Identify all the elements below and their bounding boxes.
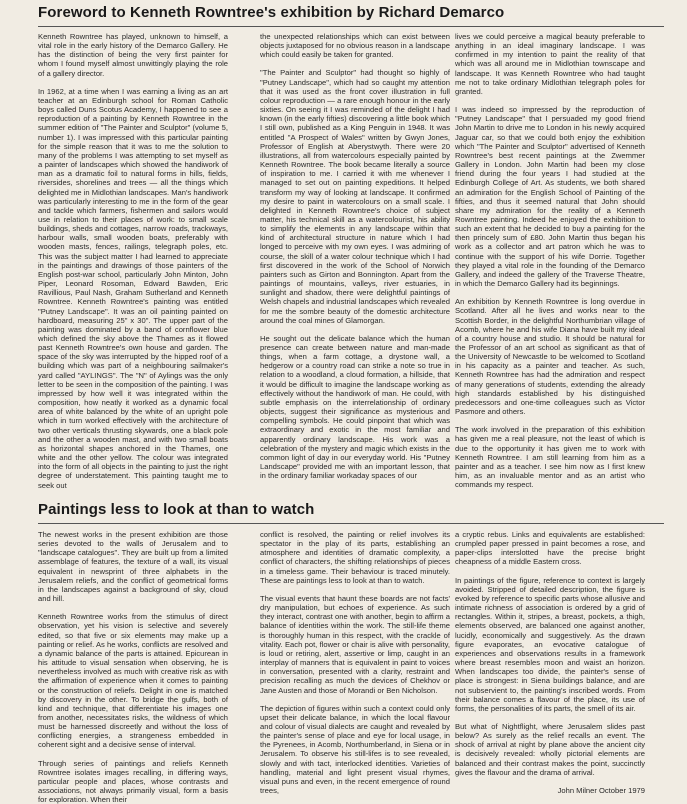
paragraph: Kenneth Rowntree has played, unknown to himself, a vital role in the early history of the Demarco Gallery. He has the distinction of being the very first painter for whom I found myself almost unwittingly playing the role of a gallery director. [38,32,228,78]
paragraph: Kenneth Rowntree works from the stimulus of direct observation, yet his vision is selective and severely edited, so that five or six elements may make up a painting or relief. As he works, conflicts are resolved and a dynamic balance of the parts is attained. Epicurean in his attitude to visual sensation when observing, he is nevertheless involved as much with creative risk as with the affirmation of experience when it comes to painting or the construction of reliefs. Delight in one is matched by discovery in the other. To bridge the gulfs, both of kind and technique, that differentiate his images one from another, necessitates risks, the wildness of which must be harnessed discreetly and without the loss of conflicting energies, a strangeness embedded in coherent sight and a decisive sense of interval. [38,612,228,750]
foreword-column-2 [260,32,450,492]
essay-column-1 [38,530,228,804]
paragraph: In paintings of the figure, reference to context is largely avoided. Stripped of detailed description, the figure is evoked by reference to specific parts whose allusive and intimate richness of association is ordered by a grid of rectangles. Within it, stripes, a breast, pockets, a thigh, elements observed, are balanced one against another, lucidly, economically and suggestively. As the drawn figure evaporates, an evocative catalogue of experiences and observations results in a framework where breast resembles moon and waist an horizon. When landscapes too divide, the painter's sense of place is strongest: in Siena buildings balance, and are not subservient to, the painting's inscribed words. From their balance comes a flavour of the place, its use of forms, the personalities of its parts, the smell of its air. [455,575,645,713]
paragraph: I was indeed so impressed by the reproduction of "Putney Landscape" that I persuaded my good friend John Martin to drive me to London in his newly acquired Jaguar car, so that we could both enjoy the exhibition which "The Painter and Sculptor" advertised of Kenneth Rowntree's best recent paintings at the Zwemmer Gallery in London. John Martin had been my close friend during the four years I had studied at the Edinburgh College of Art. As students, we both shared an admiration for the English School of Painting of the fifties, and thus it seemed natural that John should share my admiration for the reality of a Kenneth Rowntree painting. Indeed he enjoyed the exhibition to such an extent that he decided to buy a painting for the then princely sum of £80. John Martin thus began his work as a collector and art patron which he was to continue with the support of his wife Dorrie. Together they played a vital role in the founding of the Demarco Gallery, and indeed the gallery of the Traverse Theatre, in which the Demarco Gallery had its beginnings. [455,105,645,289]
paragraph: The newest works in the present exhibition are those series devoted to the walls of Jerusalem and to "landscape catalogues". They are built up from a limited assemblage of features, the texture of a wall, its visual equivalent in newsprint of three alphabets in the Jerusalem reliefs, and the conflict of geometrical forms in the landscapes against a background of sky, cloud and hill. [38,530,228,604]
paragraph: a cryptic rebus. Links and equivalents are established: crumpled paper pressed in paint becomes a rose, and paper-clips interslotted have the precise bright cheapness of a middle Eastern cross. [455,530,645,567]
title-rule [38,523,664,524]
title-rule [38,26,664,27]
foreword-column-3 [455,32,645,492]
essay-column-3 [455,530,645,795]
foreword-column-1 [38,32,228,492]
paragraph: The depiction of figures within such a context could only upset their delicate balance, in which the local flavour and colour of visual dialects are caught and revealed by the painter's sense of place and eye for local usage, in the Pyrenees, in Acomb, Northumberland, in Siena or in Jerusalem. To observe his still-lifes is to see revealed, slowly and with tact, interlocked identities. Varieties of handling, material and light present visual rhymes, visual puns and even, in the recent emergence of round trees, [260,703,450,796]
paragraph: But what of Nightflight, where Jerusalem slides past below? As surely as the relief recalls an event. The shock of arrival at night by plane above the ancient city is decisively revealed: wholly pictorial elements are balanced and their contrast makes the point, succinctly gives the flavour and the drama of arrival. [455,721,645,777]
paragraph: In 1962, at a time when I was earning a living as an art teacher at an Edinburgh school for Roman Catholic boys called Duns Scotus Academy, I happened to see a reproduction of a painting by Kenneth Rowntree in the summer edition of "The Painter and Sculptor" (volume 5, number 1). I was impressed with this particular painting for the simple reason that it was to me the solution to many of the problems I was attempting to set myself as a painter of landscapes which showed the handiwork of man as a dramatic foil to natural forms in hills, fields, riversides, shorelines and trees — all the things which delighted me in Midlothian landscapes. Man's handiwork was particularly interesting to me in the form of the gear and tackle which farmers, fishermen and sailors would use in relation to their places of work: to small scale buildings, sheds and cottages, narrow roads, trackways, harbour walls, small wooden boats, preferably with wooden masts, fences, railings, telegraph poles, etc. This was the subject matter I had learned to appreciate in the paintings and drawings of those painters of the English post-war school, particularly John Minton, John Piper, Leonard Rosoman, Edward Bawden, Eric Ravillious, Paul Nash, Graham Sutherland and Kenneth Rowntree. Kenneth Rowntree's painting was entitled "Putney Landscape". It was an oil painting painted on hardboard, measuring 25" x 30". The upper part of the painting was dominated by a band of cornflower blue which defined the sky above the Thames as it flowed past Kenneth Rowntree's own house and garden. The space of the sky was interrupted by the hipped roof of a building which was part of a neighbouring sailmaker's yard called "AYLINGS". The "N" of Aylings was the only letter to be seen in the composition of the painting. I was impressed by how well it was integrated within the composition, how neatly it worked as a dynamic focal area of white balanced by the white of an upright pole which in turn worked effectively with the architecture of two other verticals thrusting skywards, one a black pole and the other a wooden mast, and with two small boats as horizontal shapes anchored in the Thames, one white and the other yellow. The colour was integrated into the form of all objects in the painting to just the right degree of understatement. This painting taught me to seek out [38,86,228,490]
paragraph: Through series of paintings and reliefs Kenneth Rowntree isolates images recalling, in differing ways, particular people and places, whose contrasts and associations, not always primarily visual, form a basis for exploration. When their [38,758,228,804]
paragraph: lives we could perceive a magical beauty preferable to anything in an ideal imaginary landscape. I was confirmed in my intention to paint the reality of that which was all around me in Midlothian townscape and landscape. It was Kenneth Rowntree who had taught me not to take ordinary Midlothian telegraph poles for granted. [455,32,645,96]
paragraph: conflict is resolved, the painting or relief involves its spectator in the play of its parts, establishing an atmosphere and identities of dramatic complexity, a conflict of characters, the shifting relationships of pieces in a timeless game. Their behaviour is traced minutely. These are paintings less to look at than to watch. [260,530,450,585]
article-title-foreword: Foreword to Kenneth Rowntree's exhibition by Richard Demarco [38,4,505,21]
paragraph: "The Painter and Sculptor" had thought so highly of "Putney Landscape", which had so caught my attention that it was used as the front cover illustration in full colour reproduction — a rare enough honour in the early sixties. On seeing it I was reminded of the delight I had known (in the early fifties) discovering a little book which I still own, published as a King Penguin in 1948. It was entitled "A Prospect of Wales" written by Gwyn Jones, Professor of English at Aberystwyth. There were 20 illustrations, all from watercolours especially painted by Kenneth Rowntree. The book became literally a source of inspiration to me. I carried it with me whenever I managed to set out on painting expeditions. It helped transform my way of looking at landscape. It confirmed my desire to paint in watercolours on a small scale. I delighted in Kenneth Rowntree's choice of subject matter, his technical skill as a watercolourist, his ability to simplify the elements in any landscape within that kind of architectural structure in nature which I had longed to perceive with my own eyes. I was admiring of course, the skill of a water colour technique which I had first discovered in the work of the School of Norwich painters such as Girton and Bonnington. Apart from the paintings of mountains, valleys, river estuaries, in sunlight and shadow, there were delightful paintings of Welsh chapels and industrial landscapes which revealed for me the sombre beauty of the domestic architecture around the coal mines of Glamorgan. [260,68,450,325]
article-title-paintings: Paintings less to look at than to watch [38,501,315,518]
paragraph: the unexpected relationships which can exist between objects juxtaposed for no obvious reason in a landscape which could easily be taken for granted. [260,32,450,60]
paragraph: He sought out the delicate balance which the human presence can create between nature and man-made things, when a farm cottage, a drystone wall, a hedgerow or a country road can strike a note so true in relation to a woodland, a cloud formation, a hillside, that it would be difficult to imagine the landscape working as effectively without the handiwork of man. He could, with subtle emphasis on the interrelationship of ordinary objects, suggest their significance as mysterious and compelling symbols. He could pinpoint that which was extraordinary and exotic in the most familiar and apparently ordinary landscape. His work was a celebration of the mystery and magic which exists in the common light of day in our everyday world. His "Putney Landscape" provided me with an important lesson, that in the ordinary familiar workaday spaces of our [260,333,450,481]
author-signature: John Milner October 1979 [557,785,645,795]
essay-column-2 [260,530,450,796]
paragraph: The visual events that haunt these boards are not facts' dry manipulation, but echoes of experience. As such they interact, contrast one with another, begin to affirm a balance of identities within the work. The still-life theme is thoroughly human in this respect, with the crackle of vitality. Each pot, flower or chair is alive with personality, is loud or retiring, alert, assertive or limp, caught in an interplay of manners that is equivalent in paint to voices in conversation, presented with a clarity, restraint and precision recalling as much the devices of Chekhov or Jane Austen and those of Morandi or Ben Nicholson. [260,593,450,695]
paragraph: The work involved in the preparation of this exhibition has given me a real pleasure, not the least of which is due to the opportunity it has given me to work with Kenneth Rowntree. I am still learning from him as a painter and as a teacher. I see him now as I first knew him, as an invaluable mentor and as an artist who commands my respect. [455,425,645,490]
paragraph: An exhibition by Kenneth Rowntree is long overdue in Scotland. After all he lives and works near to the Scottish Border, in the delightful Northumbrian village of Acomb, where he and his wife Diana have built my ideal of a country house and studio. It should be natural for the Professor of an art school as significant as that of the University of Newcastle to be welcomed to Scotland in his capacity as a painter and teacher. As such, Kenneth Rowntree has had the admiration and respect of many generations of students, extending the already high standards established by his distinguished predecessors and one-time colleagues such as Victor Pasmore and others. [455,297,645,417]
